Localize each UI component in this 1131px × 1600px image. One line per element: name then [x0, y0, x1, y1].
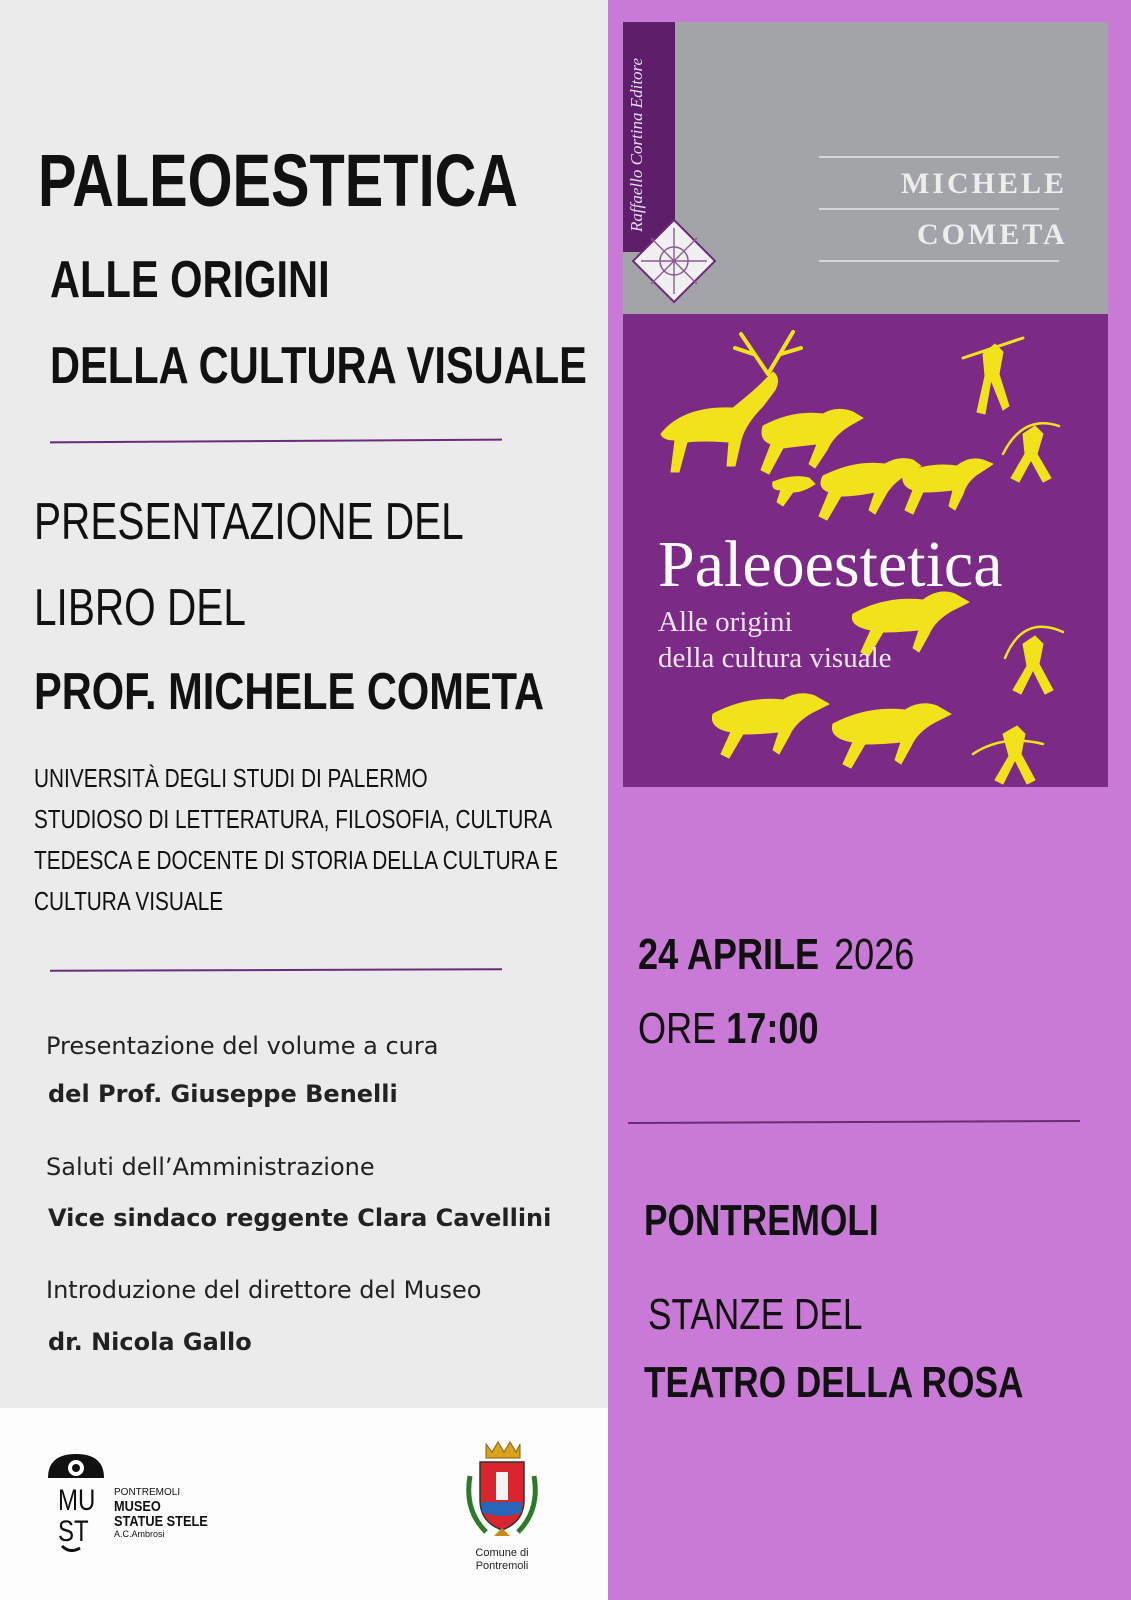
book-cover [623, 22, 1108, 787]
must-dedication: A.C.Ambrosi [114, 1529, 165, 1539]
program-name-1: del Prof. Giuseppe Benelli [48, 1080, 398, 1108]
cover-subtitle-1: Alle origini [658, 606, 793, 638]
must-name-2: STATUE STELE [114, 1513, 208, 1531]
program-label-3: Introduzione del direttore del Museo [46, 1276, 482, 1304]
must-letters-bottom: ST [58, 1514, 89, 1548]
bio-line-2: STUDIOSO DI LETTERATURA, FILOSOFIA, CULTURA [34, 804, 553, 834]
author-rule-top [819, 156, 1059, 158]
must-letters-top: MU [58, 1484, 96, 1517]
program-label-2: Saluti dell’Amministrazione [46, 1153, 375, 1181]
presentation-line-1: PRESENTAZIONE DEL [34, 493, 464, 551]
event-venue-line-1: STANZE DEL [648, 1290, 863, 1339]
must-city: PONTREMOLI [114, 1487, 181, 1498]
cover-author-last: COMETA [917, 218, 1068, 251]
publisher-logo-icon [631, 218, 717, 304]
bio-line-3: TEDESCA E DOCENTE DI STORIA DELLA CULTURA E [34, 845, 558, 875]
subtitle-line-2: DELLA CULTURA VISUALE [50, 337, 587, 395]
event-day-month: 24 APRILE [638, 930, 820, 979]
must-museum-text [114, 1488, 224, 1539]
author-rule-bottom [819, 260, 1059, 262]
cover-title: Paleoestetica [658, 528, 1003, 601]
event-time-value: 17:00 [726, 1004, 819, 1053]
event-city: PONTREMOLI [644, 1196, 879, 1245]
must-name-1: MUSEO [114, 1497, 161, 1515]
comune-name [460, 1547, 544, 1572]
event-date [638, 930, 914, 980]
event-year: 2026 [834, 930, 915, 979]
program-label-1: Presentazione del volume a cura [46, 1032, 439, 1060]
comune-line-2: Pontremoli [475, 1559, 529, 1572]
program-name-2: Vice sindaco reggente Clara Cavellini [48, 1204, 552, 1232]
program-name-3: dr. Nicola Gallo [48, 1328, 252, 1356]
presenter-name: PROF. MICHELE COMETA [34, 663, 544, 721]
publisher-name: Raffaello Cortina Editore [627, 57, 646, 232]
author-rule-mid [819, 208, 1059, 210]
event-venue-line-2: TEATRO DELLA ROSA [644, 1358, 1024, 1407]
comune-line-1: Comune di [475, 1547, 529, 1559]
subtitle-line-1: ALLE ORIGINI [50, 251, 330, 309]
event-time-label: ORE [638, 1004, 717, 1053]
bio-line-4: CULTURA VISUALE [34, 886, 224, 916]
cover-subtitle-2: della cultura visuale [658, 642, 892, 674]
comune-coat-of-arms-icon [462, 1440, 542, 1544]
main-title: PALEOESTETICA [38, 139, 518, 222]
must-letters [58, 1486, 95, 1547]
cover-author-first: MICHELE [901, 167, 1068, 200]
presentation-line-2: LIBRO DEL [34, 579, 246, 637]
event-time [638, 1004, 819, 1054]
bio-line-1: UNIVERSITÀ DEGLI STUDI DI PALERMO [34, 763, 428, 793]
